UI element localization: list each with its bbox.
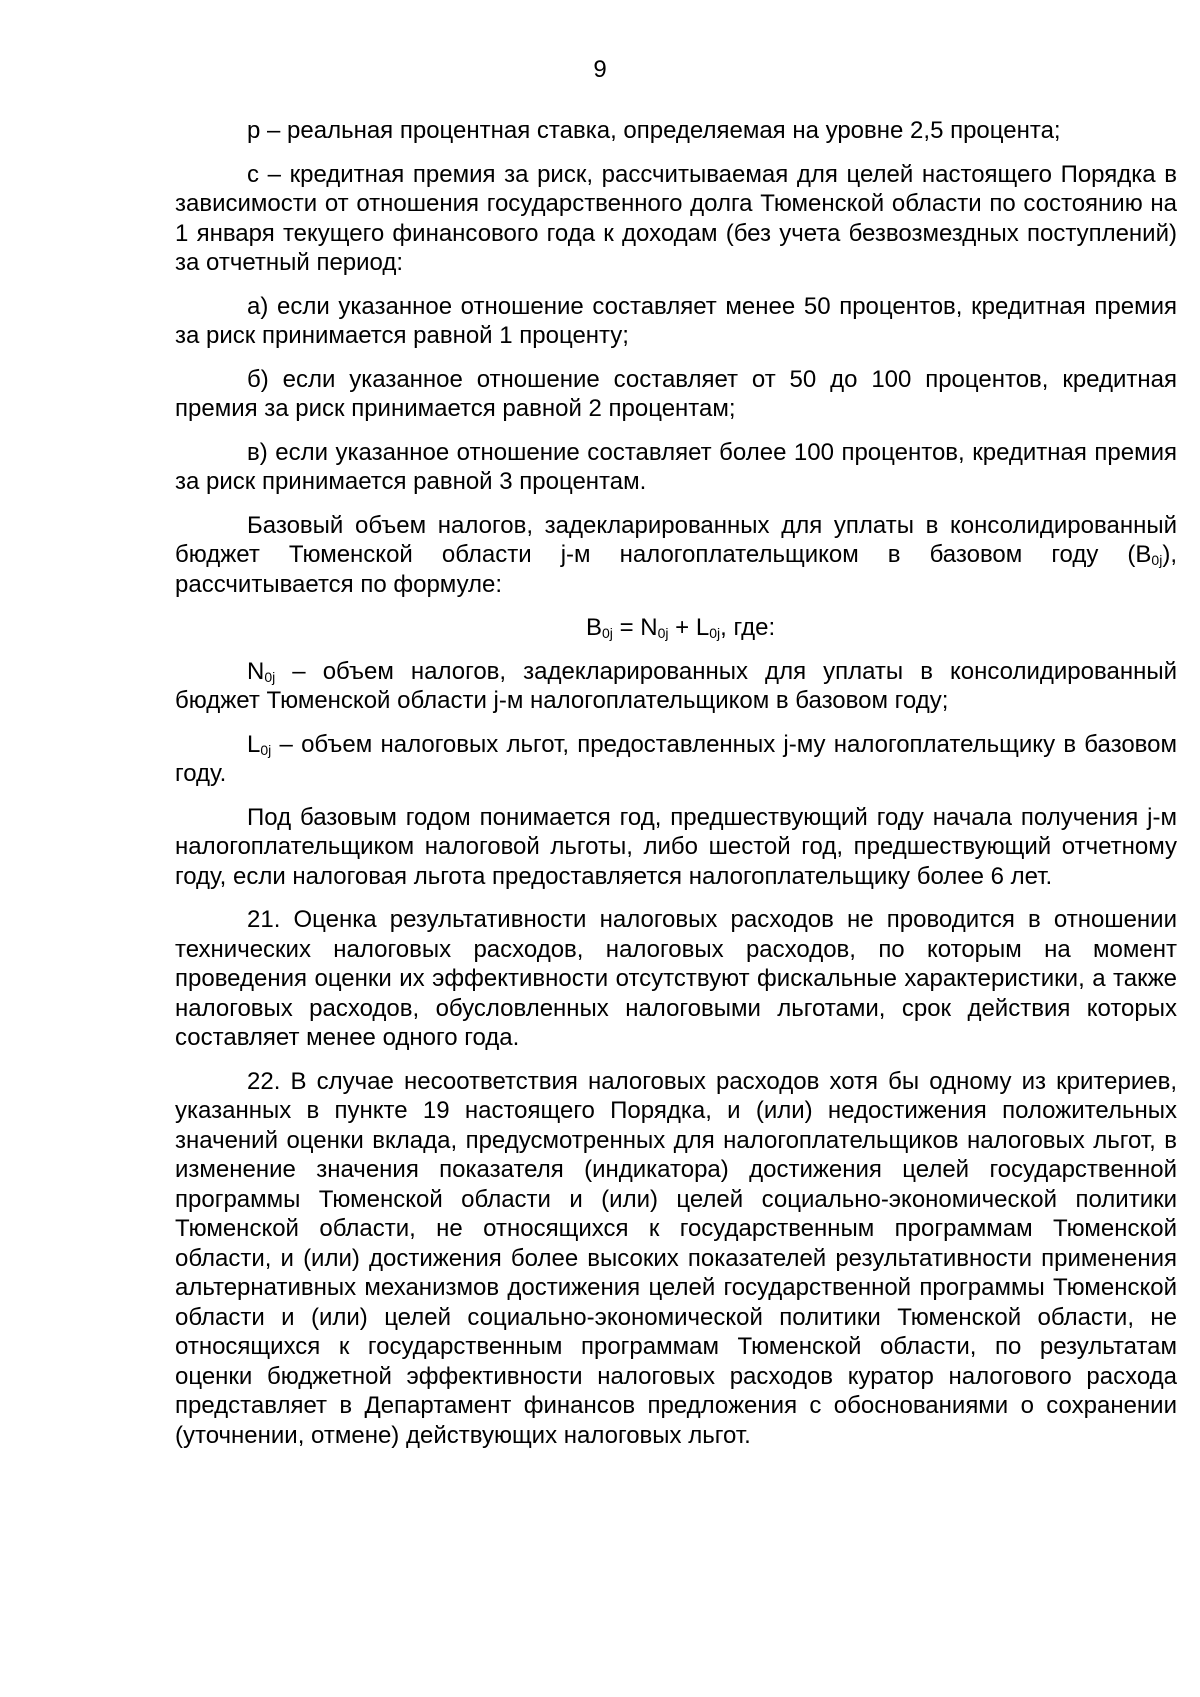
paragraph-item-b: б) если указанное отношение составляет от 50 до 100 процентов, кредитная премия за риск принимается равной 2 процентам; [175, 365, 1177, 422]
base-volume-text-a: Базовый объем налогов, задекларированных для уплаты в консолидированный бюджет Тюменской области j-м налогоплательщиком в базовом году (B [175, 511, 1177, 568]
l-subscript: 0j [260, 741, 272, 758]
paragraph-item-22: 22. В случае несоответствия налоговых расходов хотя бы одному из критериев, указанных в пункте 19 настоящего Порядка, и (или) недостижения положительных значений оценки вклада, предусмотренных для налогоплательщиков налоговых льгот, в изменение значения показателя (индикатора) достижения целей государственной программы Тюменской области и (или) целей социально-экономической политики Тюменской области, не относящихся к государственным программам Тюменской области, и (или) достижения более высоких показателей результативности применения альтернативных механизмов достижения целей государственной программы Тюменской области и (или) целей социально-экономической политики Тюменской области, не относящихся к государственным программам Тюменской области, по результатам оценки бюджетной эффективности налоговых расходов куратор налогового расхода представляет в Департамент финансов предложения с обоснованиями о сохранении (уточнении, отмене) действующих налоговых льгот. [175, 1067, 1177, 1449]
l-symbol: L [247, 730, 261, 758]
formula-line [175, 613, 1177, 643]
paragraph-credit-premium: с – кредитная премия за риск, рассчитываемая для целей настоящего Порядка в зависимости от отношения государственного долга Тюменской области по состоянию на 1 января текущего финансового года к доходам (без учета безвозмездных поступлений) за отчетный период: [175, 160, 1177, 276]
n-subscript: 0j [264, 668, 276, 685]
formula-tail: , где: [720, 614, 776, 641]
paragraph-real-rate: р – реальная процентная ставка, определяемая на уровне 2,5 процента; [247, 117, 1061, 144]
base-volume-subscript: 0j [1151, 552, 1163, 568]
formula-plus: + L [668, 614, 710, 641]
paragraph-item-a: а) если указанное отношение составляет менее 50 процентов, кредитная премия за риск принимается равной 1 проценту; [175, 292, 1177, 349]
paragraph-item-21: 21. Оценка результативности налоговых расходов не проводится в отношении технических налоговых расходов, налоговых расходов, по которым на момент проведения оценки их эффективности отсутствуют фискальные характеристики, а также налоговых расходов, обусловленных налоговыми льготами, срок действия которых составляет менее одного года. [175, 906, 1177, 1051]
base-volume-text-b: ), рассчитывается по формуле: [175, 541, 1177, 598]
formula-eq: = N [612, 614, 658, 641]
paragraph-l-definition [175, 730, 1177, 789]
page-number: 9 [593, 56, 607, 83]
paragraph-n-definition [175, 657, 1177, 716]
paragraph-base-year: Под базовым годом понимается год, предшествующий году начала получения j-м налогоплательщиком налоговой льготы, либо шестой год, предшествующий отчетному году, если налоговая льгота предоставляется налогоплательщику более 6 лет. [175, 803, 1177, 890]
paragraph-base-volume [175, 511, 1177, 600]
formula-b: B [586, 614, 603, 641]
formula-n-subscript: 0j [657, 625, 669, 641]
formula-l-subscript: 0j [709, 625, 721, 641]
n-symbol: N [247, 657, 265, 685]
l-definition-text: – объем налоговых льгот, предоставленных j-му налогоплательщику в базовом году. [175, 730, 1177, 787]
document-body [175, 116, 1177, 1464]
n-definition-text: – объем налогов, задекларированных для уплаты в консолидированный бюджет Тюменской области j-м налогоплательщиком в базовом году; [175, 657, 1177, 714]
paragraph-item-c: в) если указанное отношение составляет более 100 процентов, кредитная премия за риск принимается равной 3 процентам. [175, 438, 1177, 495]
formula-b-subscript: 0j [602, 625, 613, 641]
